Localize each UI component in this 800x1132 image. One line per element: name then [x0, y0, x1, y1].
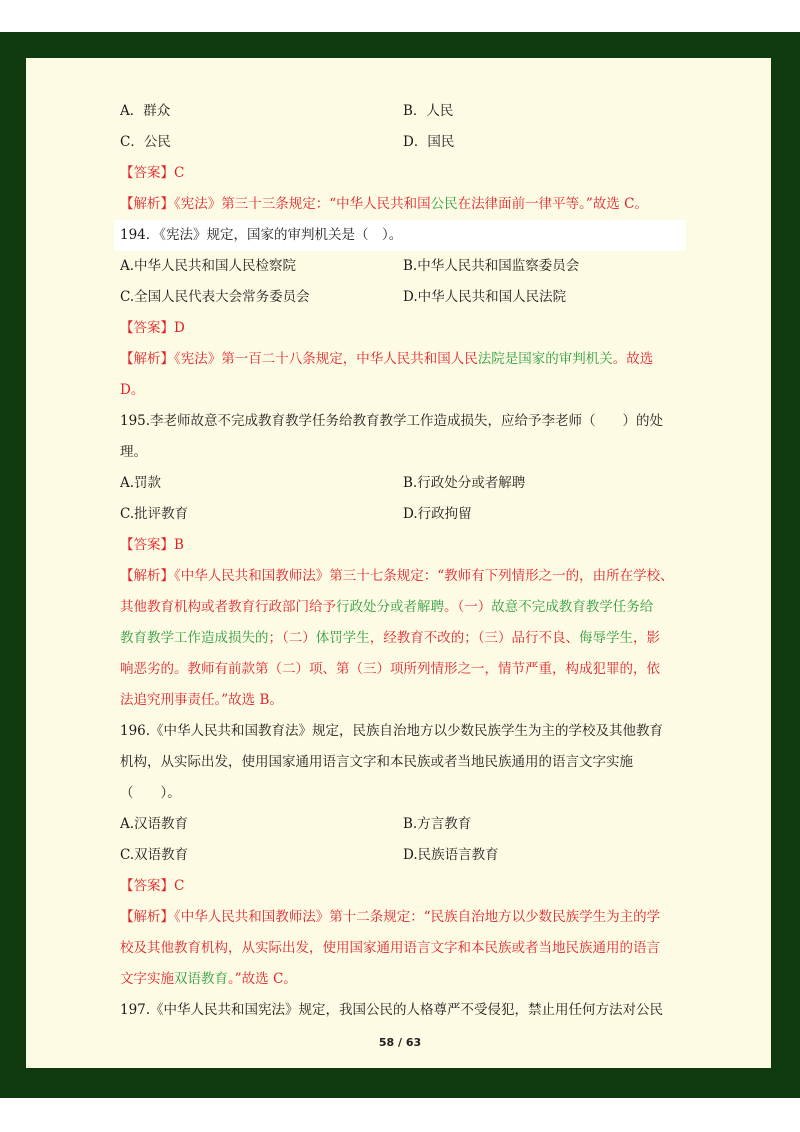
q196-explanation-line-3	[120, 964, 680, 995]
q194-option-b: B.中华人民共和国监察委员会	[403, 258, 580, 274]
q196-answer: 【答案】C	[120, 878, 185, 894]
q196-exp-keyword: 双语教育	[174, 971, 228, 987]
q196-question-line-2: 机构，从实际出发，使用国家通用语言文字和本民族或者当地民族通用的语言文字实施	[120, 754, 633, 770]
q195-exp-part: ，经教育不改的；（三）品行不良、	[369, 630, 579, 646]
q193-options-row-1	[120, 96, 680, 127]
q194-exp-part: 【解析】《宪法》第一百二十八条规定，中华人民共和国人民	[120, 351, 478, 367]
q196-question-line-1: 196.《中华人民共和国教育法》规定，民族自治地方以少数民族学生为主的学校及其他教育	[120, 723, 664, 739]
q196-options-row-1	[120, 809, 680, 840]
q194-explanation-line-2: D。	[120, 382, 145, 398]
q196-explanation-line-2: 校及其他教育机构，从实际出发，使用国家通用语言文字和本民族或者当地民族通用的语言	[120, 940, 660, 956]
q195-question-line-1: 195.李老师故意不完成教育教学任务给教育教学工作造成损失，应给予李老师（ ）的处	[120, 413, 664, 429]
q195-option-b: B.行政处分或者解聘	[403, 475, 526, 491]
q193-exp-part: 在法律面前一律平等。”故选 C。	[457, 196, 648, 212]
q195-option-d: D.行政拘留	[403, 506, 472, 522]
q195-exp-part: ，影	[633, 630, 660, 646]
q194-option-d: D.中华人民共和国人民法院	[403, 289, 567, 305]
q193-explanation	[120, 189, 680, 220]
q193-option-b: B．人民	[403, 103, 454, 119]
q196-exp-part: 文字实施	[120, 971, 174, 987]
q196-exp-part: 。”故选 C。	[228, 971, 297, 987]
q193-exp-keyword: 公民	[430, 196, 458, 212]
q195-explanation-line-2	[120, 592, 680, 623]
q193-exp-part: 【解析】《宪法》第三十三条规定：“中华人民共和国	[120, 196, 431, 212]
q195-exp-keyword: 教育教学工作造成损失的	[120, 630, 269, 646]
q195-exp-part: ；（二）	[268, 630, 316, 646]
q195-exp-part: 其他教育机构或者教育行政部门给予	[120, 599, 336, 615]
q196-options-row-2	[120, 840, 680, 871]
q193-answer: 【答案】C	[120, 165, 185, 181]
q194-options-row-1	[120, 251, 680, 282]
q194-exp-part: 。故选	[612, 351, 654, 367]
q197-question-line-1: 197.《中华人民共和国宪法》规定，我国公民的人格尊严不受侵犯，禁止用任何方法对公民	[120, 1002, 664, 1018]
q194-options-row-2	[120, 282, 680, 313]
q195-explanation-line-5: 法追究刑事责任。”故选 B。	[120, 692, 283, 708]
q195-explanation-line-1: 【解析】《中华人民共和国教师法》第三十七条规定：“教师有下列情形之一的，由所在学校、	[120, 568, 674, 584]
q194-explanation-line-1	[120, 344, 680, 375]
q195-explanation-line-3	[120, 623, 680, 654]
q195-exp-part: 。（一）	[444, 599, 492, 615]
q195-option-a: A.罚款	[120, 475, 162, 491]
q194-answer: 【答案】D	[120, 320, 185, 336]
q193-option-c: C．公民	[120, 134, 171, 150]
q195-question-line-2: 理。	[120, 444, 147, 460]
q195-exp-keyword: 行政处分或者解聘	[336, 599, 444, 615]
q194-question: 194．《宪法》规定，国家的审判机关是（ ）。	[114, 220, 686, 251]
q196-explanation-line-1: 【解析】《中华人民共和国教师法》第十二条规定：“民族自治地方以少数民族学生为主的学	[120, 909, 661, 925]
q196-question-line-3: （ ）。	[120, 785, 181, 801]
q195-answer: 【答案】B	[120, 537, 184, 553]
q196-option-d: D.民族语言教育	[403, 847, 499, 863]
q194-option-c: C.全国人民代表大会常务委员会	[120, 289, 310, 305]
q196-option-a: A.汉语教育	[120, 816, 189, 832]
q193-option-a: A．群众	[120, 103, 171, 119]
document-body	[120, 96, 680, 1026]
q196-option-b: B.方言教育	[403, 816, 472, 832]
page-number: 58 / 63	[378, 1036, 422, 1049]
q195-options-row-2	[120, 499, 680, 530]
q195-exp-keyword: 侮辱学生	[579, 630, 633, 646]
q193-options-row-2	[120, 127, 680, 158]
q195-exp-keyword: 体罚学生	[315, 630, 370, 646]
q195-exp-keyword: 故意不完成教育教学任务给	[491, 599, 654, 615]
q193-option-d: D．国民	[403, 134, 455, 150]
q194-option-a: A.中华人民共和国人民检察院	[120, 258, 297, 274]
q196-option-c: C.双语教育	[120, 847, 189, 863]
q195-explanation-line-4: 响恶劣的。教师有前款第（二）项、第（三）项所列情形之一，情节严重，构成犯罪的，依	[120, 661, 660, 677]
q195-option-c: C.批评教育	[120, 506, 189, 522]
q194-exp-keyword: 法院是国家的审判机关	[477, 351, 613, 367]
q195-options-row-1	[120, 468, 680, 499]
